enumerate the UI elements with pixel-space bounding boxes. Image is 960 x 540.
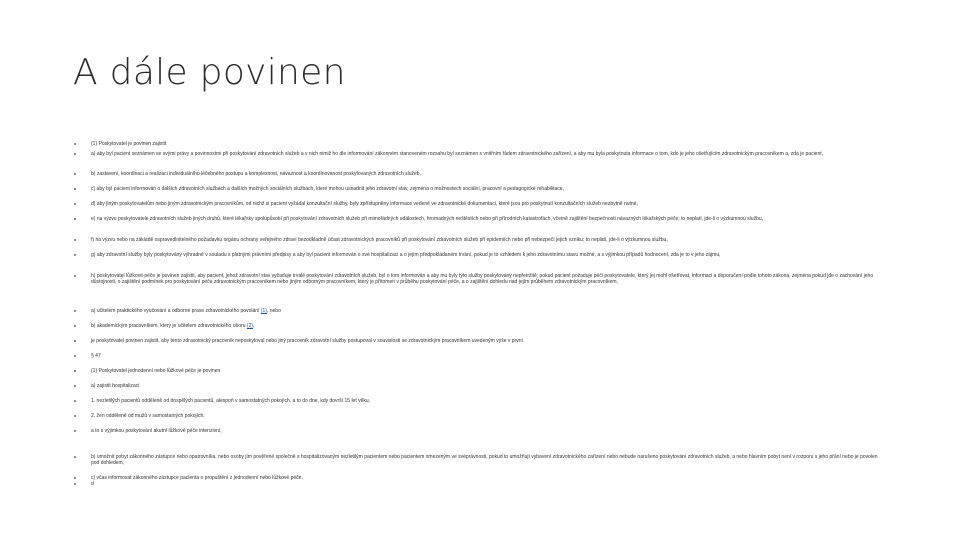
list-item-text: g) aby zdravotní služby byly poskytovány výhradně v souladu s platnými právními předpisy a aby byl pacient informován o své hospitalizaci a o jejím předpokládaném trvání, pokud je to vzhledem k jeho zdravotnímu stavu možné, a s výjimkou případů hodnocení, zda je to v jeho zájmu, — [91, 252, 721, 258]
list-item-text: 1. nezletilých pacientů odděleně od dospělých pacientů, alespoň v samostatných pokojích, a to do dne, kdy dovrší 15 let věku, — [91, 398, 371, 404]
bullet-dot-icon — [74, 188, 76, 190]
bullet-dot-icon — [74, 370, 76, 372]
bullet-dot-icon — [74, 254, 76, 256]
list-item — [74, 308, 884, 314]
list-item — [74, 273, 884, 285]
list-item — [74, 171, 884, 177]
bullet-dot-icon — [74, 239, 76, 241]
list-item — [74, 454, 884, 466]
bullet-dot-icon — [74, 456, 76, 458]
list-item — [74, 428, 884, 434]
bullet-dot-icon — [74, 415, 76, 417]
footnote-link[interactable]: (2) — [246, 323, 254, 329]
list-item — [74, 368, 884, 374]
list-item — [74, 216, 884, 222]
list-item — [74, 237, 884, 243]
bullet-dot-icon — [74, 218, 76, 220]
list-item-text: c) aby byl pacient informován o dalších zdravotních službách a dalších možných sociálních službách, které mohou usnadnit jeho zdravotní stav, zejména o možnostech sociální, pracovní a pedagogické rehabilitace, — [91, 186, 564, 192]
bullet-dot-icon — [74, 355, 76, 357]
list-item — [74, 481, 884, 487]
slide-title: A dále povinen — [73, 52, 346, 93]
list-item-text: e) na výzvu poskytovatele zdravotních služeb jiných druhů, které lékařsky spolupůsobí při poskytování zdravotních služeb při mimořádných událostech, hromadných neštěstích nebo při přírodních katastrofách, včetně zajištění bezpečnosti návazných lékařských péče; to neplatí, jde-li o výzkumnou službu, — [91, 216, 764, 222]
list-item-text: a) zajistit hospitalizaci — [91, 383, 140, 389]
list-item-text: c) včas informovat zákonného zástupce pacienta o propuštění z jednodenní nebo lůžkové péče, — [91, 475, 303, 481]
list-item-text: 2. žen odděleně od mužů v samostatných pokojích, — [91, 413, 205, 419]
bullet-dot-icon — [74, 325, 76, 327]
list-item-text: a) učitelem praktického vyučování a odborné praxe zdravotnického povolání (1), nebo — [91, 308, 281, 314]
bullet-dot-icon — [74, 173, 76, 175]
bullet-dot-icon — [74, 143, 76, 145]
list-item — [74, 186, 884, 192]
list-item-text: d — [91, 481, 94, 487]
list-item-text: f) na výzvu nebo na základě ospravedlnitelného požadavku orgánu ochrany veřejného zdraví bezodkladně účast zdravotnických pracovníků při poskytování zdravotních služeb při epidemiích nebo při nebezpečí jejich vzniku; to neplatí, jde-li o výzkumnou službu, — [91, 237, 668, 243]
list-item — [74, 413, 884, 419]
list-item — [74, 252, 884, 258]
bullet-dot-icon — [74, 477, 76, 479]
list-item — [74, 338, 884, 344]
bullet-dot-icon — [74, 310, 76, 312]
list-item-text: a to s výjimkou poskytování akutní lůžkové péče intenzivní, — [91, 428, 222, 434]
list-item-text: je poskytovatel povinen zajistit, aby tento zdravotnický pracovník neposkytoval nebo jiný pracovník zdravotní služby postupoval v souvislosti se zdravotnickým pracovníkem uvedeným výše v první — [91, 338, 523, 344]
bullet-dot-icon — [74, 275, 76, 277]
bullet-dot-icon — [74, 385, 76, 387]
list-item — [74, 398, 884, 404]
list-item-text: (1) Poskytovatel jednodenní nebo lůžkové péče je povinen — [91, 368, 221, 374]
bullet-dot-icon — [74, 340, 76, 342]
footnote-link[interactable]: (1) — [260, 308, 267, 314]
list-item-text: d) aby jiným poskytovatelům nebo jiným zdravotnickým pracovníkům, od nichž si pacient vyžádal konzultační služby, byly zpřístupněny informace vedené ve zdravotnické dokumentaci, které jsou pro poskytnutí konzultačních služeb nezbytně nutné, — [91, 201, 638, 207]
list-item — [74, 383, 884, 389]
list-item-text: h) poskytovatel lůžkové péče je povinen zajistit, aby pacient, jehož zdravotní stav vyžaduje trvalé poskytování zdravotních služeb, byl o tom informován a aby mu byly tyto služby poskytovány nepřetržitě; pokud pacient požaduje péči poskytovatele, který jej mohl ošetřovat, informaci a doporučení podle tohoto zákona, zejména pokud jde o zachování jeho důstojnosti, o zajištění podmínek pro poskytování péče zdravotnickým pracovníkem nebo jiným odborným pracovníkem, který je přítomen v průběhu poskytování péče, a o zajištění dohledu nad jejím průběhem zdravotnickým pracovníkem, — [91, 273, 874, 285]
bullet-list — [74, 141, 884, 487]
list-item — [74, 353, 884, 359]
list-item-text: (1) Poskytovatel je povinen zajistit — [91, 141, 167, 147]
list-item-text: § 47 — [91, 353, 101, 359]
list-item — [74, 141, 884, 147]
list-item — [74, 323, 884, 329]
list-item-text: b) zastavení, koordinaci a realizaci individuálního léčebného postupu a komplexnost, návaznost a koordinovanost poskytovaných zdravotních služeb, — [91, 171, 421, 177]
bullet-dot-icon — [74, 483, 76, 485]
bullet-dot-icon — [74, 153, 76, 155]
bullet-dot-icon — [74, 203, 76, 205]
bullet-dot-icon — [74, 430, 76, 432]
list-item-text: a) aby byl pacient seznámen se svými právy a povinnostmi při poskytování zdravotních služeb a v nich nimiž ho dle informování zákonném stanoveném rozsahu byl seznámen s vnitřním řádem zdravotnického zařízení, a aby mu byla poskytnuta informace o tom, kdo je jeho ošetřujícím zdravotnickým pracovníkem a, zda je pacient, — [91, 151, 824, 157]
list-item-text: b) umožnit pobyt zákonného zástupce nebo opatrovníka, nebo osoby jím pověřené společně s hospitalizovaným nezletilým pacientem nebo pacientem omezeným ve svéprávnosti, pokud to umožňují vybavení zdravotnického zařízení nebo nebude narušeno poskytování zdravotních služeb, a nebo hlavním pobyt není v rozporu s jeho přání nebo je povolen pod dohledem, — [91, 454, 878, 466]
list-item-text: b) akademickým pracovníkem, který je učitelem zdravotnického oboru (2), — [91, 323, 255, 329]
list-item — [74, 201, 884, 207]
bullet-dot-icon — [74, 400, 76, 402]
list-item — [74, 151, 884, 157]
